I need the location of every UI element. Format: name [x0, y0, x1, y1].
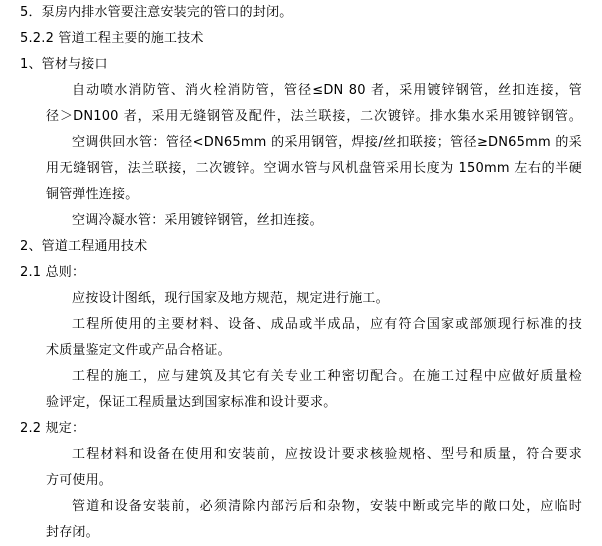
- paragraph-line: 空调冷凝水管：采用镀锌钢管，丝扣连接。: [72, 213, 323, 228]
- list-item-5: 5．泵房内排水管要注意安装完的管口的封闭。: [20, 5, 293, 20]
- paragraph-line: 用无缝钢管，法兰联接，二次镀锌。空调水管与风机盘管采用长度为 150mm 左右的半硬: [46, 161, 582, 176]
- paragraph-line: 径＞DN100 者，采用无缝钢管及配件，法兰联接，二次镀锌。排水集水采用镀锌钢管。: [46, 109, 582, 124]
- paragraph-line: 管道和设备安装前，必须清除内部污后和杂物，安装中断或完毕的敞口处，应临时: [72, 499, 582, 514]
- paragraph-line: 方可使用。: [46, 473, 113, 488]
- paragraph-line: 铜管弹性连接。: [46, 187, 139, 202]
- paragraph-line: 应按设计图纸，现行国家及地方规范，规定进行施工。: [72, 291, 389, 306]
- paragraph-line: 工程的施工，应与建筑及其它有关专业工种密切配合。在施工过程中应做好质量检: [72, 369, 582, 384]
- paragraph-line: 工程材料和设备在使用和安装前，应按设计要求核验规格、型号和质量，符合要求: [72, 447, 582, 462]
- section-heading-2-1: 2.1 总则：: [20, 265, 86, 280]
- subsection-heading-2: 2、管道工程通用技术: [20, 239, 148, 254]
- paragraph-line: 验评定，保证工程质量达到国家标准和设计要求。: [46, 395, 337, 410]
- paragraph-line: 自动喷水消防管、消火栓消防管，管径≤DN 80 者，采用镀锌钢管，丝扣连接，管: [72, 83, 582, 98]
- paragraph-line: 工程所使用的主要材料、设备、成品或半成品，应有符合国家或部颁现行标准的技: [72, 317, 582, 332]
- paragraph-line: 空调供回水管：管径<DN65mm 的采用钢管，焊接/丝扣联接；管径≥DN65mm 的采: [72, 135, 582, 150]
- section-heading-5-2-2: 5.2.2 管道工程主要的施工技术: [20, 31, 204, 46]
- paragraph-line: 封存闭。: [46, 525, 99, 540]
- section-heading-2-2: 2.2 规定：: [20, 421, 86, 436]
- paragraph-line: 术质量鉴定文件或产品合格证。: [46, 343, 231, 358]
- subsection-heading-1: 1、管材与接口: [20, 57, 108, 72]
